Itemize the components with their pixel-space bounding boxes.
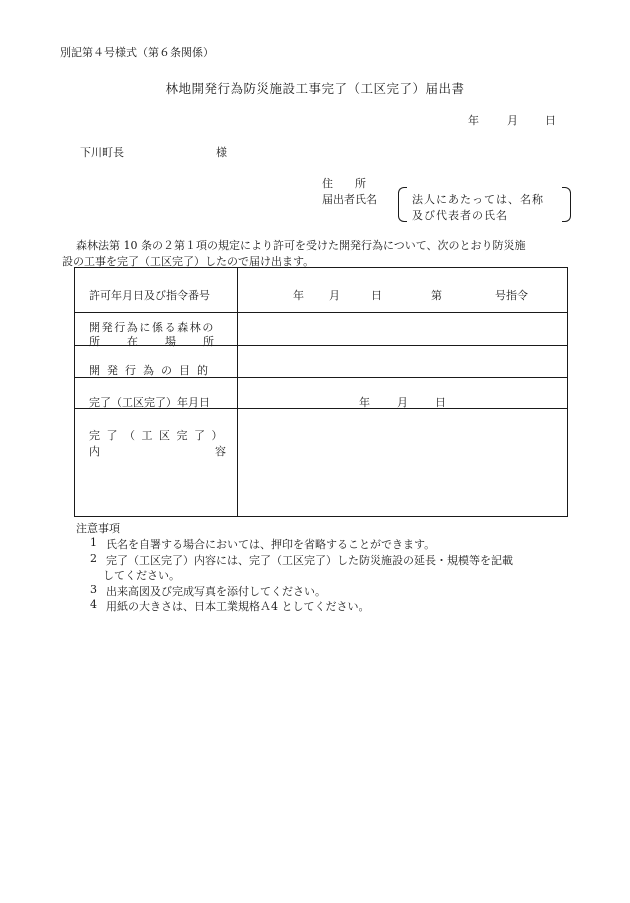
completion-date-label: 完了（工区完了）年月日 [89, 396, 210, 409]
date-day-label: 日 [545, 114, 556, 127]
intro-text-line1: 森林法第 10 条の２第１項の規定により許可を受けた開発行為について、次のとおり防災施 [76, 239, 526, 252]
completion-content-label-line2a: 内 [89, 445, 100, 458]
right-bracket [562, 187, 571, 222]
permit-day-label: 日 [371, 289, 382, 302]
completion-content-label-line2b: 容 [215, 445, 226, 458]
note-number: 2 [90, 552, 97, 565]
note-text-continued: してください。 [103, 569, 180, 582]
forest-location-label-line1: 開発行為に係る森林の [89, 321, 215, 334]
form-reference: 別記第４号様式（第６条関係） [60, 46, 214, 59]
note-number: 4 [90, 598, 97, 611]
permit-dai-label: 第 [431, 289, 442, 302]
table-column-divider [237, 268, 238, 517]
purpose-label: 開発行為の目的 [89, 364, 215, 377]
address-label: 住所 [322, 177, 388, 190]
table-row-divider [75, 312, 567, 313]
corporate-note-line1: 法人にあたっては、名称 [412, 193, 544, 206]
permit-year-label: 年 [293, 289, 304, 302]
document-title: 林地開発行為防災施設工事完了（工区完了）届出書 [165, 81, 465, 96]
note-text: 用紙の大きさは、日本工業規格Ａ4 としてください。 [106, 600, 370, 613]
note-text: 氏名を自署する場合においては、押印を省略することができます。 [106, 538, 436, 551]
completion-day-label: 日 [435, 396, 446, 409]
forest-location-label-line2: 所在場所 [89, 335, 241, 348]
date-month-label: 月 [507, 114, 518, 127]
note-text: 完了（工区完了）内容には、完了（工区完了）した防災施設の延長・規模等を記載 [106, 554, 513, 567]
notes-heading: 注意事項 [76, 522, 120, 535]
permit-month-label: 月 [329, 289, 340, 302]
addressee-name: 下川町長 [80, 146, 124, 159]
date-year-label: 年 [468, 114, 479, 127]
permit-date-number-label: 許可年月日及び指令番号 [89, 289, 210, 302]
note-number: 1 [90, 536, 97, 549]
addressee-honorific: 様 [216, 146, 227, 159]
applicant-name-label: 届出者氏名 [322, 193, 377, 206]
note-number: 3 [90, 583, 97, 596]
permit-shirei-label: 号指令 [495, 289, 528, 302]
completion-content-label-line1: 完了（工区完了） [89, 429, 229, 442]
left-bracket [398, 187, 407, 222]
completion-month-label: 月 [397, 396, 408, 409]
completion-year-label: 年 [359, 396, 370, 409]
corporate-note-line2: 及び代表者の氏名 [412, 209, 508, 222]
intro-text-line2: 設の工事を完了（工区完了）したので届け出ます。 [62, 255, 315, 268]
note-text: 出来高図及び完成写真を添付してください。 [106, 585, 326, 598]
form-table [74, 267, 568, 517]
